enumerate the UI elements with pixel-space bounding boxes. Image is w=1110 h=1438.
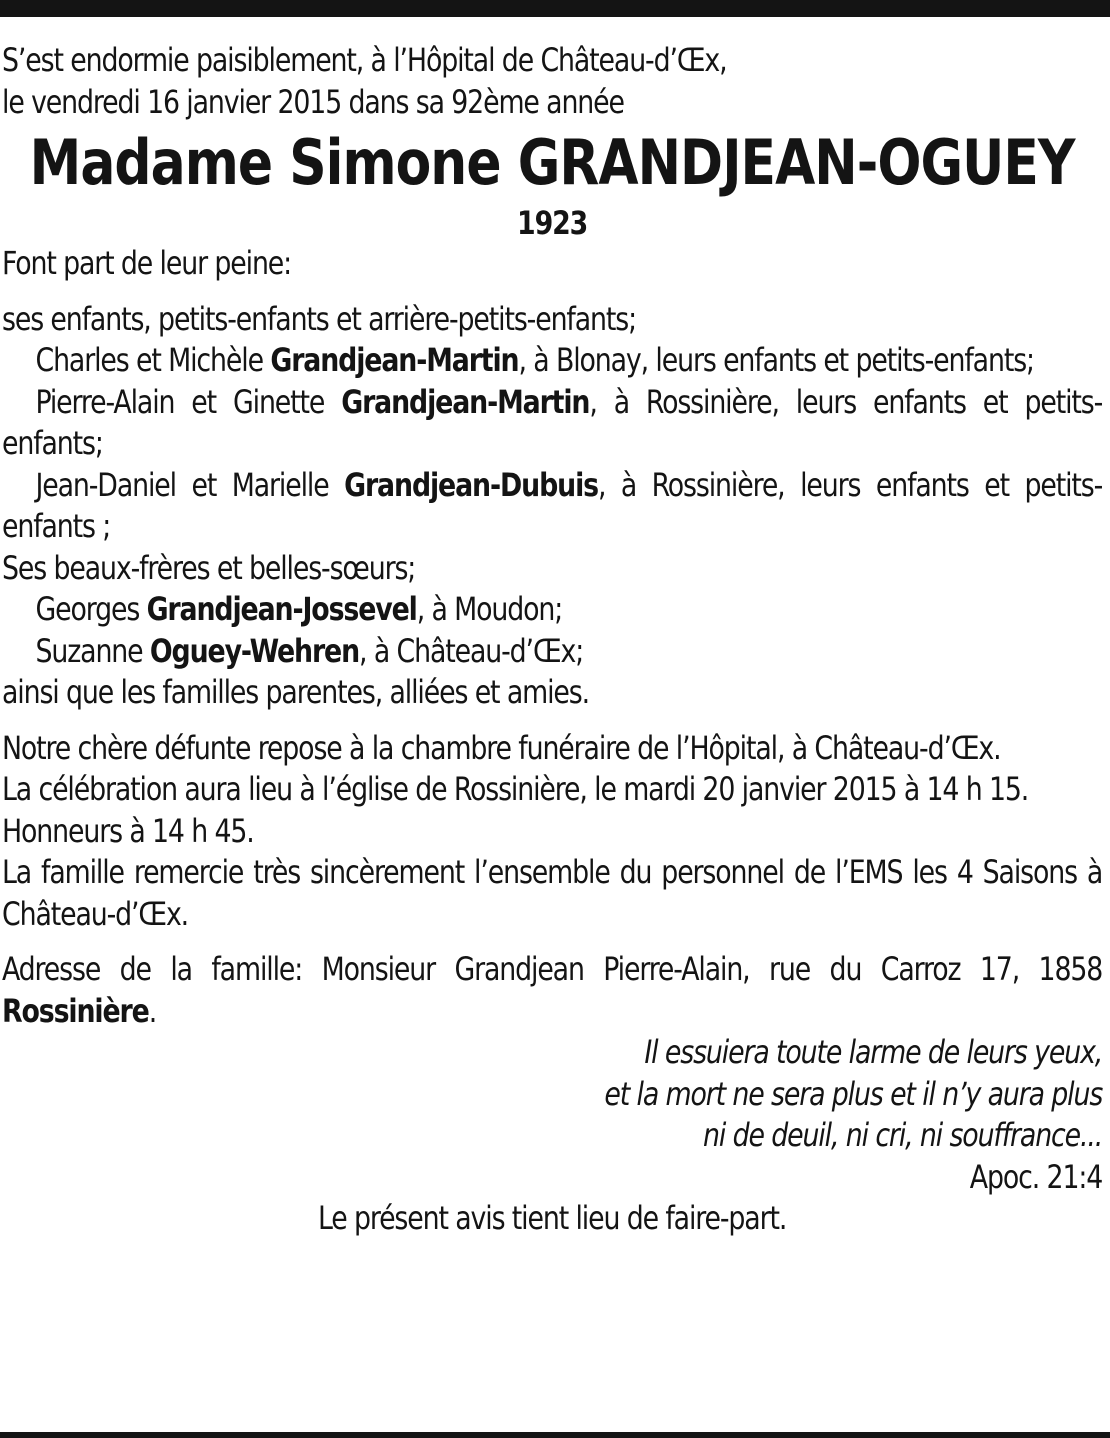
quote-line-2: et la mort ne sera plus et il n’y aura plus [604, 1074, 1103, 1113]
family-entry-post: , à Rossinière, leurs enfants et petits-enfants ; [2, 465, 1103, 545]
family-entry-name: Grandjean-Dubuis [344, 465, 598, 504]
family-entry [2, 382, 1102, 465]
intro-line-2: le vendredi 16 janvier 2015 dans sa 92ème année [2, 82, 624, 121]
obituary-notice [2, 40, 1102, 1240]
family-entry-pre: Pierre-Alain et Ginette [35, 382, 342, 421]
address-city: Rossinière [2, 991, 149, 1030]
family-entry [2, 465, 1102, 548]
celebration-info: La célébration aura lieu à l’église de Rossinière, le mardi 20 janvier 2015 à 14 h 15. [2, 770, 1029, 808]
top-border-rule [0, 0, 1110, 17]
thanks-text: La famille remercie très sincèrement l’ensemble du personnel de l’EMS les 4 Saisons à Château-d’Œx. [2, 853, 1103, 933]
inlaw-entry [2, 589, 1102, 631]
inlaw-entry-name: Grandjean-Jossevel [146, 590, 417, 628]
children-intro: ses enfants, petits-enfants et arrière-petits-enfants; [2, 299, 636, 338]
inlaw-entry-name: Oguey-Wehren [149, 631, 360, 670]
family-entry-name: Grandjean-Martin [341, 382, 590, 421]
family-entry-pre: Charles et Michèle [35, 341, 271, 379]
announcement: Font part de leur peine: [2, 244, 292, 282]
inlaw-entry-post: , à Château-d’Œx; [359, 631, 584, 670]
intro-line-1: S’est endormie paisiblement, à l’Hôpital de Château-d’Œx, [2, 41, 727, 79]
bottom-border-rule [0, 1432, 1110, 1438]
quote-line-1: Il essuiera toute larme de leurs yeux, [644, 1033, 1103, 1071]
family-entry-pre: Jean-Daniel et Marielle [35, 465, 345, 504]
birth-year: 1923 [517, 204, 588, 242]
deceased-name: Madame Simone GRANDJEAN-OGUEY [29, 126, 1075, 199]
family-entry [2, 340, 1102, 382]
family-entry-post: , à Blonay, leurs enfants et petits-enfants; [518, 341, 1034, 379]
family-entry-post: , à Rossinière, leurs enfants et petits-enfants; [2, 382, 1103, 462]
honneurs-info: Honneurs à 14 h 45. [2, 811, 254, 850]
inlaw-entry-pre: Georges [35, 590, 147, 628]
address-end: . [148, 991, 157, 1030]
bible-quote [2, 1032, 1102, 1198]
inlaws-intro: Ses beaux-frères et belles-sœurs; [2, 548, 416, 587]
repose-info: Notre chère défunte repose à la chambre funéraire de l’Hôpital, à Château-d’Œx. [2, 728, 1001, 767]
quote-reference: Apoc. 21:4 [969, 1157, 1103, 1196]
address-text: Adresse de la famille: Monsieur Grandjean Pierre-Alain, rue du Carroz 17, 1858 [2, 950, 1103, 988]
footer-note: Le présent avis tient lieu de faire-part. [317, 1199, 787, 1237]
family-entry-name: Grandjean-Martin [270, 341, 519, 379]
inlaw-entry-pre: Suzanne [35, 631, 150, 670]
quote-line-3: ni de deuil, ni cri, ni souffrance... [703, 1116, 1103, 1154]
family-closing: ainsi que les familles parentes, alliées et amies. [2, 673, 589, 711]
family-address [2, 949, 1102, 1032]
inlaw-entry [2, 631, 1102, 673]
inlaw-entry-post: , à Moudon; [416, 590, 563, 628]
